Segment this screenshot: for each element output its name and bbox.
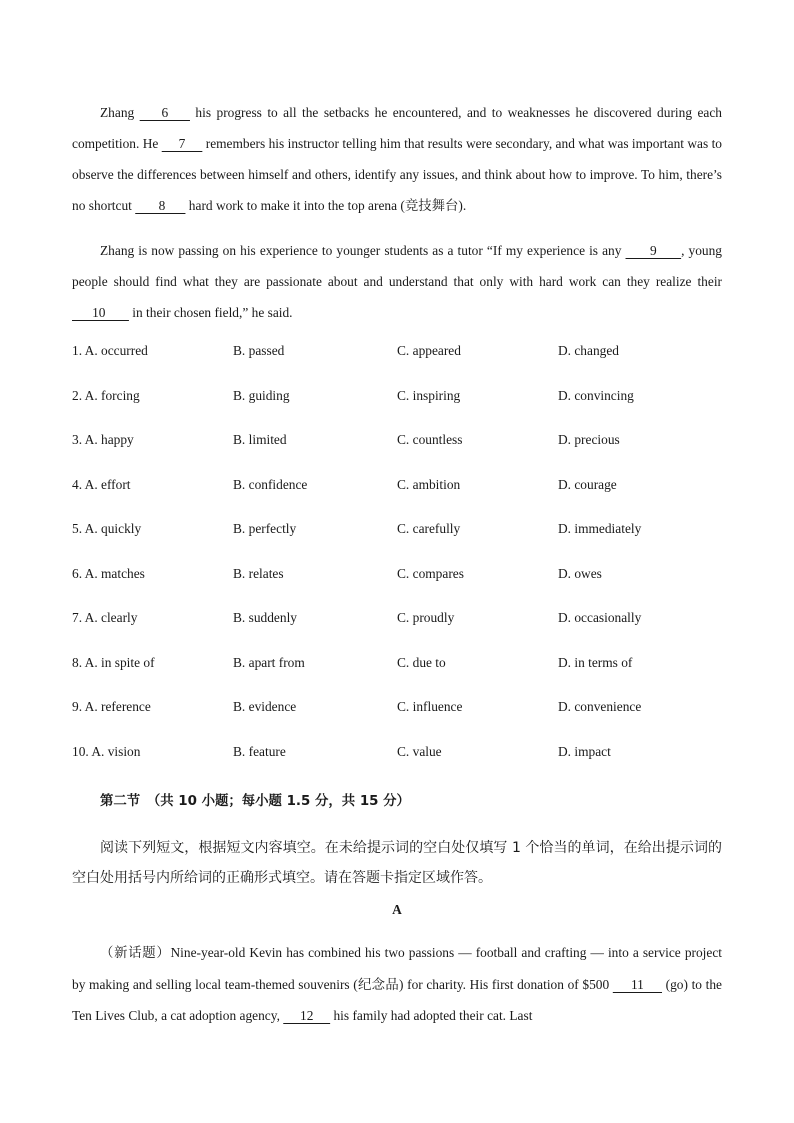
option-c: C. due to (397, 654, 446, 670)
option-a: 4. A. effort (72, 476, 131, 492)
option-c: C. influence (397, 699, 463, 714)
option-c: C. proudly (397, 610, 455, 625)
option-d: D. precious (558, 432, 620, 447)
passage-heading: A (392, 902, 402, 917)
option-b: B. perfectly (233, 521, 297, 536)
blank-10: 10 (72, 305, 129, 320)
option-a: 5. A. quickly (72, 521, 142, 536)
option-row (72, 521, 732, 566)
blank-6: 6 (139, 105, 190, 120)
option-d: D. changed (558, 343, 619, 358)
option-a: 10. A. vision (72, 743, 141, 759)
option-a: 9. A. reference (72, 699, 151, 714)
blank-11: 11 (612, 976, 663, 992)
option-b: B. guiding (233, 387, 290, 403)
option-row (72, 699, 732, 744)
option-a: 7. A. clearly (72, 610, 138, 625)
blank-9: 9 (625, 243, 682, 258)
option-c: C. appeared (397, 343, 461, 358)
option-b: B. relates (233, 565, 284, 581)
section-instructions: 阅读下列短文，根据短文内容填空。在未给提示词的空白处仅填写 1 个恰当的单词，在给出提示词的空白处用括号内所给词的正确形式填空。请在答题卡指定区域作答。 (72, 840, 722, 886)
option-row (72, 477, 732, 522)
passage-a-text-3: his family had adopted their cat. Last (330, 1008, 533, 1023)
para1-text-4: hard work to make it into the top arena (竞技舞台). (185, 198, 467, 213)
option-row (72, 744, 732, 789)
option-row (72, 343, 732, 388)
para1-text-1: Zhang (100, 105, 140, 120)
para2-text-1: Zhang is now passing on his experience to younger students as a tutor “If my experience is any (100, 243, 626, 258)
para2-text-3: in their chosen field,” he said. (128, 305, 293, 320)
option-c: C. countless (397, 432, 463, 447)
blank-7: 7 (161, 136, 203, 151)
passage-paragraph-2 (72, 235, 722, 328)
option-a: 8. A. in spite of (72, 654, 155, 670)
option-row (72, 388, 732, 433)
option-c: C. inspiring (397, 387, 461, 403)
blank-12: 12 (283, 1008, 331, 1023)
option-b: B. suddenly (233, 610, 297, 625)
para1-text-2: his progress to all the setbacks he encountered, and to weaknesses he discovered during each competition. He (72, 105, 722, 151)
option-b: B. limited (233, 432, 287, 447)
option-c: C. compares (397, 565, 464, 581)
option-row (72, 655, 732, 700)
option-c: C. carefully (397, 521, 461, 536)
option-d: D. owes (558, 565, 602, 581)
passage-paragraph-1 (72, 97, 722, 221)
blank-8: 8 (135, 198, 186, 213)
passage-a-text-2: (go) to the Ten Lives Club, a cat adoption agency, (72, 976, 722, 1023)
option-c: C. value (397, 743, 442, 759)
option-b: B. passed (233, 343, 285, 358)
option-row (72, 566, 732, 611)
option-d: D. impact (558, 743, 611, 759)
option-b: B. confidence (233, 476, 308, 492)
para1-text-3: remembers his instructor telling him that results were secondary, and what was important was to observe the differences between himself and others, identify any issues, and think about how to improve. To him, there’s no shortcut (72, 136, 723, 213)
option-row (72, 432, 732, 477)
option-d: D. immediately (558, 521, 642, 536)
option-d: D. courage (558, 476, 617, 492)
option-row (72, 610, 732, 655)
option-a: 2. A. forcing (72, 387, 140, 403)
passage-a-text-1: （新话题）Nine-year-old Kevin has combined his two passions — football and crafting — into a service project by making and selling local team-themed souvenirs (纪念品) for charity. His first donation of $500 (72, 945, 722, 992)
option-a: 3. A. happy (72, 432, 134, 447)
option-a: 1. A. occurred (72, 343, 148, 358)
option-d: D. convincing (558, 387, 634, 403)
option-b: B. evidence (233, 699, 297, 714)
option-d: D. convenience (558, 699, 642, 714)
answer-options (72, 343, 732, 788)
option-d: D. in terms of (558, 654, 633, 670)
passage-a-text (72, 937, 722, 1032)
section-title: 第二节 （共 10 小题；每小题 1.5 分，共 15 分） (100, 794, 410, 809)
para2-text-2: , young people should find what they are passionate about and understand that only with hard work can they realize their (72, 243, 723, 289)
option-b: B. feature (233, 743, 286, 759)
option-c: C. ambition (397, 476, 461, 492)
option-b: B. apart from (233, 654, 305, 670)
option-d: D. occasionally (558, 610, 642, 625)
option-a: 6. A. matches (72, 565, 145, 581)
